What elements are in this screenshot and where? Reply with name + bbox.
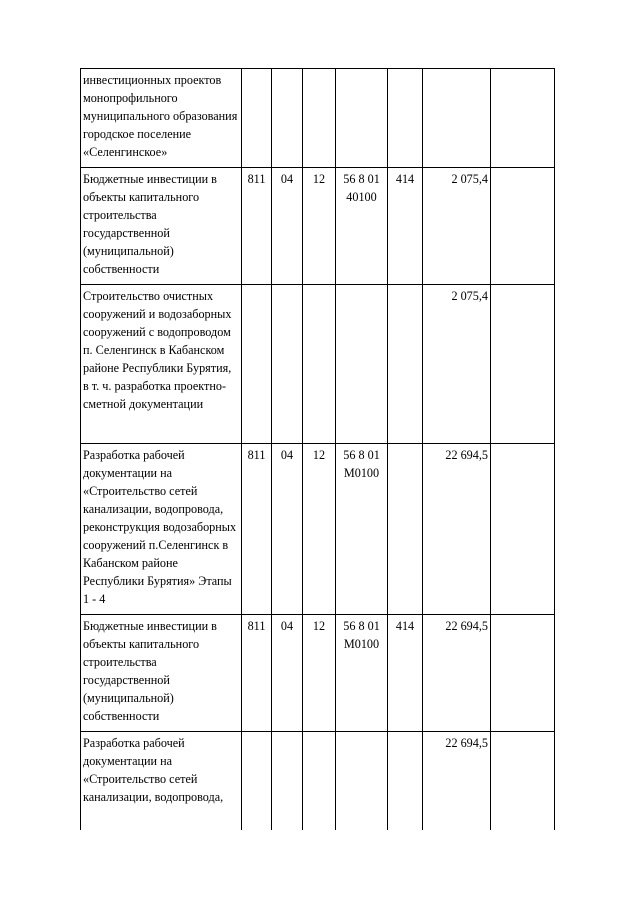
admin-code: 811	[242, 615, 272, 732]
expense-type-code	[388, 732, 423, 831]
item-name: Бюджетные инвестиции в объекты капитального строительства государственной (муниципальной) собственности	[81, 615, 242, 732]
amount-extra	[491, 732, 555, 831]
amount-extra	[491, 69, 555, 168]
amount: 22 694,5	[423, 444, 491, 615]
budget-table	[80, 68, 555, 830]
amount: 2 075,4	[423, 285, 491, 444]
item-name: Разработка рабочей документации на «Строительство сетей канализации, водопровода, реконструкция водозаборных сооружений п.Селенгинск в Кабанском районе Республики Бурятия» Этапы 1 - 4	[81, 444, 242, 615]
target-article-code	[336, 732, 388, 831]
target-article-code: 56 8 01 М0100	[336, 615, 388, 732]
subsection-code	[303, 732, 336, 831]
amount: 2 075,4	[423, 168, 491, 285]
expense-type-code	[388, 444, 423, 615]
target-article-code: 56 8 01 40100	[336, 168, 388, 285]
admin-code	[242, 285, 272, 444]
item-name: Строительство очистных сооружений и водозаборных сооружений с водопроводом п. Селенгинск в Кабанском районе Республики Бурятия, в т. ч. разработка проектно-сметной документации	[81, 285, 242, 444]
admin-code	[242, 732, 272, 831]
expense-type-code	[388, 69, 423, 168]
expense-type-code: 414	[388, 168, 423, 285]
section-code	[272, 732, 303, 831]
section-code: 04	[272, 168, 303, 285]
amount-extra	[491, 285, 555, 444]
expense-type-code	[388, 285, 423, 444]
subsection-code: 12	[303, 168, 336, 285]
item-name: Разработка рабочей документации на «Строительство сетей канализации, водопровода,	[81, 732, 242, 831]
item-name: Бюджетные инвестиции в объекты капитального строительства государственной (муниципальной) собственности	[81, 168, 242, 285]
target-article-code	[336, 285, 388, 444]
table-row	[81, 444, 555, 615]
table-row	[81, 69, 555, 168]
section-code	[272, 69, 303, 168]
subsection-code	[303, 285, 336, 444]
section-code: 04	[272, 615, 303, 732]
section-code: 04	[272, 444, 303, 615]
amount: 22 694,5	[423, 732, 491, 831]
subsection-code: 12	[303, 444, 336, 615]
amount: 22 694,5	[423, 615, 491, 732]
amount-extra	[491, 615, 555, 732]
admin-code: 811	[242, 168, 272, 285]
table-row	[81, 615, 555, 732]
amount	[423, 69, 491, 168]
table-row	[81, 732, 555, 831]
admin-code: 811	[242, 444, 272, 615]
table-row	[81, 285, 555, 444]
item-name: инвестиционных проектов монопрофильного муниципального образования городское поселение «Селенгинское»	[81, 69, 242, 168]
table-row	[81, 168, 555, 285]
expense-type-code: 414	[388, 615, 423, 732]
admin-code	[242, 69, 272, 168]
subsection-code	[303, 69, 336, 168]
target-article-code	[336, 69, 388, 168]
amount-extra	[491, 168, 555, 285]
target-article-code: 56 8 01 М0100	[336, 444, 388, 615]
subsection-code: 12	[303, 615, 336, 732]
section-code	[272, 285, 303, 444]
amount-extra	[491, 444, 555, 615]
